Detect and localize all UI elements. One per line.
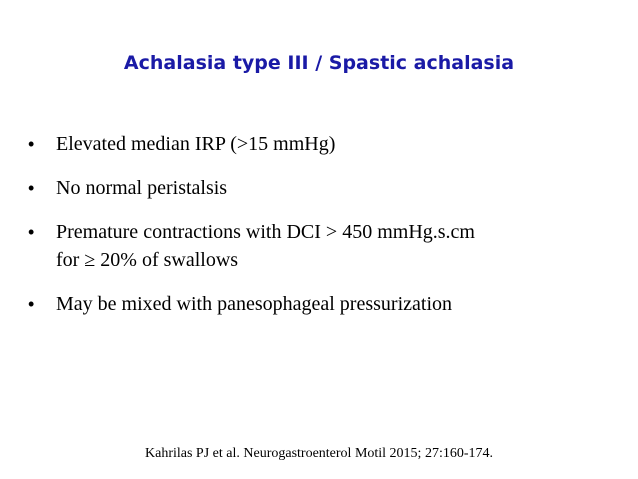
bullet-dot-icon: • bbox=[28, 294, 35, 314]
slide-title: Achalasia type III / Spastic achalasia bbox=[123, 52, 515, 74]
bullet-text: Premature contractions with DCI > 450 mmHg.s.cm bbox=[56, 221, 475, 243]
bullet-dot-icon: • bbox=[28, 222, 35, 242]
bullet-text-continuation: for ≥ 20% of swallows bbox=[56, 249, 239, 271]
bullet-item bbox=[28, 218, 618, 274]
bullet-item bbox=[28, 290, 618, 318]
bullet-text: Elevated median IRP (>15 mmHg) bbox=[56, 133, 336, 155]
bullet-list bbox=[28, 130, 618, 318]
bullet-dot-icon: • bbox=[28, 178, 35, 198]
bullet-text: May be mixed with panesophageal pressurization bbox=[56, 293, 452, 315]
reference-citation: Kahrilas PJ et al. Neurogastroenterol Motil 2015; 27:160-174. bbox=[145, 446, 493, 461]
bullet-item bbox=[28, 174, 618, 202]
bullet-dot-icon: • bbox=[28, 134, 35, 154]
bullet-text: No normal peristalsis bbox=[56, 177, 228, 199]
bullet-item bbox=[28, 130, 618, 158]
